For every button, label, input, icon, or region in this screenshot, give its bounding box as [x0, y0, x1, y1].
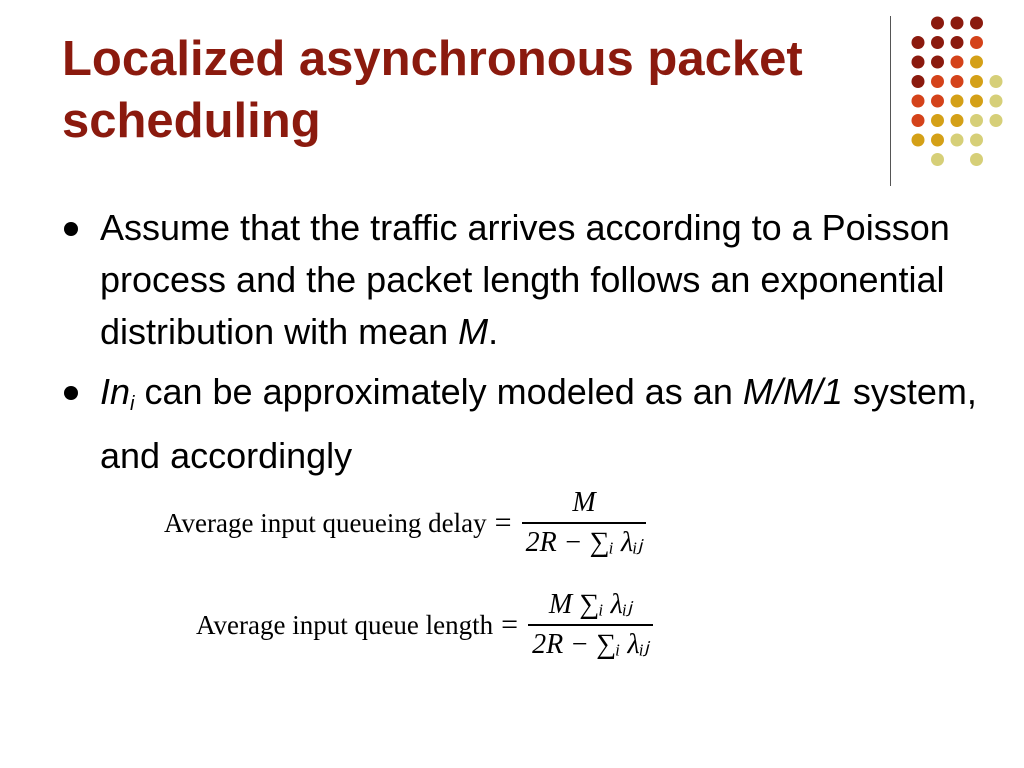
- fraction-denominator: 2R − ∑ᵢ λᵢⱼ: [525, 527, 643, 558]
- decorative-dot: [931, 153, 944, 166]
- decorative-dot: [912, 114, 925, 127]
- decorative-dot: [931, 75, 944, 88]
- equals-sign: =: [494, 506, 512, 539]
- bullet-text: can be approximately modeled as an: [134, 371, 743, 412]
- decorative-dot: [951, 114, 964, 127]
- decorative-dot: [912, 134, 925, 147]
- decorative-dot: [990, 114, 1003, 127]
- queue-symbol: In: [100, 371, 131, 412]
- formula-queue-length: [196, 588, 653, 662]
- fraction-bar: [528, 624, 653, 626]
- decorative-dot: [951, 36, 964, 49]
- decorative-dot: [970, 134, 983, 147]
- formula-label: Average input queueing delay: [164, 507, 487, 538]
- formula-queueing-delay: [164, 486, 646, 560]
- decorative-dot: [970, 75, 983, 88]
- formula-label: Average input queue length: [196, 609, 494, 640]
- title-divider-line: [890, 16, 891, 186]
- equals-sign: =: [501, 608, 519, 641]
- decorative-dot: [951, 134, 964, 147]
- decorative-dot: [931, 134, 944, 147]
- fraction-numerator: M ∑ᵢ λᵢⱼ: [548, 589, 633, 620]
- decorative-dot: [970, 17, 983, 30]
- bullet-icon: [64, 386, 78, 400]
- decorative-dot: [951, 75, 964, 88]
- decorative-dot: [970, 36, 983, 49]
- decorative-dot: [931, 56, 944, 69]
- queue-subscript: i: [130, 393, 135, 415]
- decorative-dot: [990, 75, 1003, 88]
- decorative-dot: [970, 56, 983, 69]
- fraction-bar: [522, 522, 647, 524]
- decorative-dot: [931, 114, 944, 127]
- decorative-dot: [970, 114, 983, 127]
- bullet-item-traffic-assumption: [100, 202, 1000, 358]
- mm1-term: M/M/1: [742, 371, 843, 412]
- decorative-dot: [970, 153, 983, 166]
- bullet-item-mm1-model: [100, 366, 1000, 482]
- decorative-dot: [912, 95, 925, 108]
- decorative-dot: [951, 17, 964, 30]
- bullet-text-end: .: [488, 311, 499, 352]
- fraction-numerator: M: [572, 487, 596, 518]
- fraction-denominator: 2R − ∑ᵢ λᵢⱼ: [532, 629, 649, 660]
- decorative-dot: [951, 95, 964, 108]
- bullet-text-end: system, and accordingly: [100, 371, 977, 476]
- decorative-dot: [931, 17, 944, 30]
- decorative-dot: [990, 95, 1003, 108]
- decorative-dot: [970, 95, 983, 108]
- decorative-dot: [951, 56, 964, 69]
- bullet-list: [100, 202, 1000, 490]
- fraction: [528, 588, 653, 662]
- decorative-dot: [912, 56, 925, 69]
- decorative-dot: [912, 36, 925, 49]
- fraction: [522, 486, 647, 560]
- decorative-dot: [931, 95, 944, 108]
- decorative-dot: [931, 36, 944, 49]
- decorative-dot: [912, 75, 925, 88]
- bullet-icon: [64, 222, 78, 236]
- bullet-text: Assume that the traffic arrives according to a Poisson process and the packet length follows an exponential distribution with mean: [100, 207, 950, 352]
- mean-symbol: M: [458, 311, 489, 352]
- slide-title: Localized asynchronous packet scheduling: [62, 32, 803, 148]
